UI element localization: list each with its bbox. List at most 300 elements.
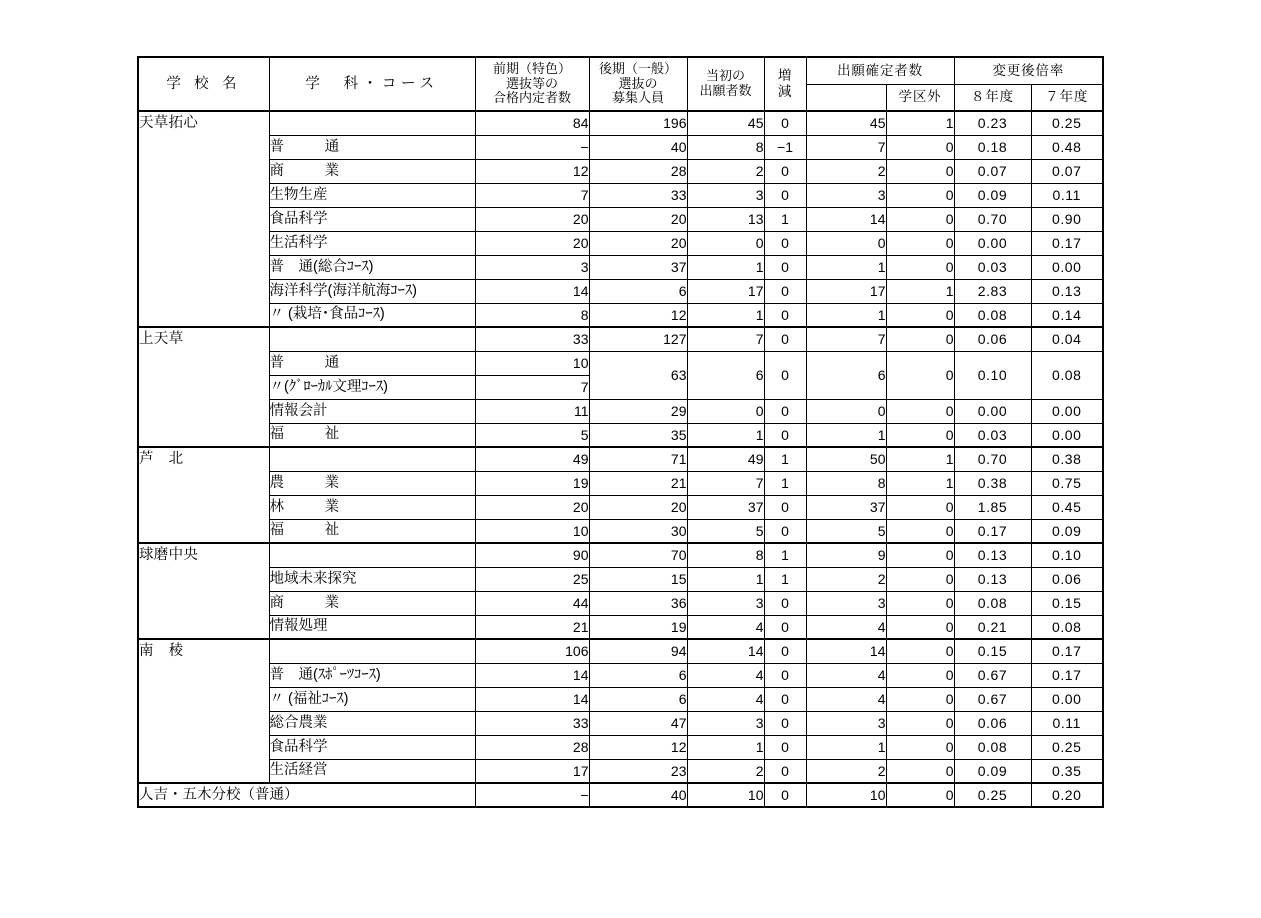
- y8-value: 0.67: [954, 663, 1031, 687]
- tousho-value: 13: [687, 207, 764, 231]
- kouki-value: 36: [589, 591, 687, 615]
- y7-value: 0.48: [1031, 135, 1103, 159]
- y8-value: 0.07: [954, 159, 1031, 183]
- table-row: [138, 207, 1103, 231]
- table-row: [138, 447, 1103, 471]
- gakkugai-value: 0: [886, 567, 954, 591]
- y7-value: 0.14: [1031, 303, 1103, 327]
- header-kakutei-total: [806, 84, 886, 111]
- kakutei-value: 2: [806, 567, 886, 591]
- tousho-value: 7: [687, 327, 764, 351]
- course-name-cell: 〃 (栽培･食品ｺｰｽ): [269, 303, 475, 327]
- tousho-value: 1: [687, 735, 764, 759]
- zougen-value: 0: [764, 351, 806, 399]
- table-row: [138, 711, 1103, 735]
- y8-value: 0.13: [954, 567, 1031, 591]
- y7-value: 0.00: [1031, 255, 1103, 279]
- header-kakutei-label: 出願確定者数: [837, 62, 923, 78]
- tousho-value: 14: [687, 639, 764, 663]
- zenki-value: 84: [475, 111, 589, 135]
- y7-value: 0.17: [1031, 639, 1103, 663]
- table-row: [138, 543, 1103, 567]
- y8-value: 0.03: [954, 255, 1031, 279]
- gakkugai-value: 0: [886, 183, 954, 207]
- y7-value: 0.17: [1031, 663, 1103, 687]
- zenki-value: 11: [475, 399, 589, 423]
- header-kouki: [589, 57, 687, 111]
- gakkugai-value: 0: [886, 591, 954, 615]
- tousho-value: 3: [687, 711, 764, 735]
- y7-value: 0.13: [1031, 279, 1103, 303]
- y8-value: 0.10: [954, 351, 1031, 399]
- gakkugai-value: 1: [886, 111, 954, 135]
- zougen-value: 0: [764, 327, 806, 351]
- zenki-value: 5: [475, 423, 589, 447]
- table-row: [138, 639, 1103, 663]
- table-row: [138, 615, 1103, 639]
- zougen-value: 1: [764, 207, 806, 231]
- course-name-cell: 食品科学: [269, 207, 475, 231]
- header-year8-label: ８年度: [971, 89, 1014, 105]
- course-name-cell: 普 通(ｽﾎﾟｰﾂｺｰｽ): [269, 663, 475, 687]
- zenki-value: 7: [475, 375, 589, 399]
- course-name-cell: 生物生産: [269, 183, 475, 207]
- gakkugai-value: 0: [886, 663, 954, 687]
- school-name-cell: 人吉・五木分校（普通）: [138, 783, 475, 807]
- kouki-value: 40: [589, 783, 687, 807]
- kouki-value: 47: [589, 711, 687, 735]
- course-name-cell: [269, 327, 475, 351]
- course-label: 福 祉: [269, 522, 353, 539]
- gakkugai-value: 0: [886, 207, 954, 231]
- gakkugai-value: 0: [886, 231, 954, 255]
- course-name-cell: [269, 351, 475, 375]
- header-zougen: [764, 57, 806, 111]
- header-gakkugai: [886, 84, 954, 111]
- y7-value: 0.11: [1031, 711, 1103, 735]
- course-label: 普 通: [269, 138, 353, 155]
- course-label: 農 業: [269, 474, 353, 491]
- table-row: [138, 111, 1103, 135]
- kakutei-value: 4: [806, 687, 886, 711]
- kakutei-value: 3: [806, 711, 886, 735]
- kakutei-value: 3: [806, 591, 886, 615]
- y7-value: 0.08: [1031, 351, 1103, 399]
- y7-value: 0.11: [1031, 183, 1103, 207]
- kakutei-value: 5: [806, 519, 886, 543]
- zougen-value: 0: [764, 663, 806, 687]
- header-tousho: [687, 57, 764, 111]
- y7-value: 0.35: [1031, 759, 1103, 783]
- zougen-value: 0: [764, 591, 806, 615]
- gakkugai-value: 0: [886, 423, 954, 447]
- y8-value: 0.70: [954, 447, 1031, 471]
- kouki-value: 20: [589, 231, 687, 255]
- course-name-cell: 生活経営: [269, 759, 475, 783]
- header-zougen-label: 増 減: [777, 68, 807, 99]
- course-name-cell: 食品科学: [269, 735, 475, 759]
- school-name-cell: 天草拓心: [138, 111, 269, 327]
- table-header: [138, 57, 1103, 111]
- kakutei-value: 10: [806, 783, 886, 807]
- kouki-value: 28: [589, 159, 687, 183]
- course-label: 商 業: [269, 162, 353, 179]
- header-kouki-line2: 選抜の: [618, 75, 658, 91]
- course-name-cell: 情報会計: [269, 399, 475, 423]
- zenki-value: 14: [475, 687, 589, 711]
- zougen-value: 1: [764, 447, 806, 471]
- zenki-value: 20: [475, 207, 589, 231]
- course-label: 林 業: [269, 498, 353, 515]
- gakkugai-value: 0: [886, 735, 954, 759]
- zougen-value: 0: [764, 231, 806, 255]
- y8-value: 0.15: [954, 639, 1031, 663]
- y7-value: 0.07: [1031, 159, 1103, 183]
- kakutei-value: 14: [806, 639, 886, 663]
- zenki-value: 25: [475, 567, 589, 591]
- gakkugai-value: 0: [886, 519, 954, 543]
- tousho-value: 2: [687, 159, 764, 183]
- course-name-cell: [269, 519, 475, 543]
- gakkugai-value: 0: [886, 255, 954, 279]
- kouki-value: 19: [589, 615, 687, 639]
- admissions-table: [137, 56, 1104, 808]
- header-kouki-line1: 後期（一般）: [598, 60, 677, 76]
- school-name-cell: 芦 北: [138, 447, 269, 543]
- zougen-value: 0: [764, 759, 806, 783]
- tousho-value: 10: [687, 783, 764, 807]
- kakutei-value: 17: [806, 279, 886, 303]
- kakutei-value: 3: [806, 183, 886, 207]
- zougen-value: 0: [764, 399, 806, 423]
- zougen-value: 0: [764, 687, 806, 711]
- kouki-value: 6: [589, 663, 687, 687]
- course-name-cell: 生活科学: [269, 231, 475, 255]
- kouki-value: 35: [589, 423, 687, 447]
- y7-value: 0.20: [1031, 783, 1103, 807]
- table-row: [138, 351, 1103, 375]
- table-row: [138, 567, 1103, 591]
- course-name-cell: 海洋科学(海洋航海ｺｰｽ): [269, 279, 475, 303]
- table-body: [138, 111, 1103, 807]
- kouki-value: 40: [589, 135, 687, 159]
- y7-value: 0.75: [1031, 471, 1103, 495]
- header-course-label: 学 科・コース: [305, 75, 439, 92]
- kouki-value: 71: [589, 447, 687, 471]
- course-name-cell: 情報処理: [269, 615, 475, 639]
- kakutei-value: 8: [806, 471, 886, 495]
- zenki-value: 20: [475, 495, 589, 519]
- zougen-value: 0: [764, 615, 806, 639]
- course-label: 福 祉: [269, 426, 353, 443]
- kouki-value: 6: [589, 279, 687, 303]
- tousho-value: 7: [687, 471, 764, 495]
- y8-value: 0.13: [954, 543, 1031, 567]
- kouki-value: 196: [589, 111, 687, 135]
- tousho-value: 5: [687, 519, 764, 543]
- gakkugai-value: 0: [886, 783, 954, 807]
- tousho-value: 4: [687, 663, 764, 687]
- tousho-value: 8: [687, 543, 764, 567]
- table-row: [138, 159, 1103, 183]
- kouki-value: 20: [589, 495, 687, 519]
- header-row-1: [138, 57, 1103, 84]
- tousho-value: 4: [687, 687, 764, 711]
- course-name-cell: 総合農業: [269, 711, 475, 735]
- tousho-value: 1: [687, 423, 764, 447]
- header-kouki-line3: 募集人員: [611, 90, 664, 106]
- gakkugai-value: 0: [886, 159, 954, 183]
- y7-value: 0.25: [1031, 111, 1103, 135]
- kakutei-value: 1: [806, 255, 886, 279]
- header-zenki-line2: 選抜等の: [505, 75, 558, 91]
- table-row: [138, 687, 1103, 711]
- kouki-value: 15: [589, 567, 687, 591]
- zougen-value: 0: [764, 735, 806, 759]
- y7-value: 0.15: [1031, 591, 1103, 615]
- zenki-value: −: [475, 135, 589, 159]
- header-zenki-line3: 合格内定者数: [492, 90, 571, 106]
- zougen-value: −1: [764, 135, 806, 159]
- table-row: [138, 303, 1103, 327]
- y8-value: 0.23: [954, 111, 1031, 135]
- kouki-value: 29: [589, 399, 687, 423]
- kakutei-value: 0: [806, 231, 886, 255]
- y7-value: 0.38: [1031, 447, 1103, 471]
- table-row: [138, 399, 1103, 423]
- kakutei-value: 2: [806, 759, 886, 783]
- header-zenki-line1: 前期（特色）: [492, 60, 571, 76]
- tousho-value: 3: [687, 591, 764, 615]
- course-name-cell: [269, 639, 475, 663]
- gakkugai-value: 0: [886, 615, 954, 639]
- y8-value: 0.67: [954, 687, 1031, 711]
- y8-value: 0.17: [954, 519, 1031, 543]
- table-row: [138, 135, 1103, 159]
- kouki-value: 30: [589, 519, 687, 543]
- course-label: 商 業: [269, 594, 353, 611]
- header-school: [138, 57, 269, 111]
- kakutei-value: 7: [806, 327, 886, 351]
- y7-value: 0.90: [1031, 207, 1103, 231]
- zenki-value: 12: [475, 159, 589, 183]
- zenki-value: 28: [475, 735, 589, 759]
- y8-value: 2.83: [954, 279, 1031, 303]
- table-row: [138, 183, 1103, 207]
- kakutei-value: 0: [806, 399, 886, 423]
- tousho-value: 0: [687, 231, 764, 255]
- y8-value: 1.85: [954, 495, 1031, 519]
- header-course: [269, 57, 475, 111]
- course-name-cell: [269, 111, 475, 135]
- table-row: [138, 255, 1103, 279]
- y8-value: 0.38: [954, 471, 1031, 495]
- y7-value: 0.25: [1031, 735, 1103, 759]
- kakutei-value: 4: [806, 663, 886, 687]
- zougen-value: 1: [764, 543, 806, 567]
- table-row: [138, 759, 1103, 783]
- y7-value: 0.08: [1031, 615, 1103, 639]
- zougen-value: 0: [764, 495, 806, 519]
- kakutei-value: 45: [806, 111, 886, 135]
- header-year8: [954, 84, 1031, 111]
- gakkugai-value: 0: [886, 543, 954, 567]
- header-zenki: [475, 57, 589, 111]
- y7-value: 0.17: [1031, 231, 1103, 255]
- course-label: 普 通: [269, 354, 353, 371]
- zougen-value: 0: [764, 279, 806, 303]
- zenki-value: 8: [475, 303, 589, 327]
- y7-value: 0.00: [1031, 423, 1103, 447]
- header-school-label: 学 校 名: [166, 75, 242, 92]
- header-gakkugai-label: 学区外: [898, 89, 942, 105]
- gakkugai-value: 1: [886, 447, 954, 471]
- zenki-value: 106: [475, 639, 589, 663]
- zenki-value: 33: [475, 327, 589, 351]
- table-row: [138, 495, 1103, 519]
- header-hensou-group: [954, 57, 1103, 84]
- gakkugai-value: 0: [886, 351, 954, 399]
- zenki-value: 33: [475, 711, 589, 735]
- table-row: [138, 735, 1103, 759]
- course-name-cell: 地域未来探究: [269, 567, 475, 591]
- zenki-value: 3: [475, 255, 589, 279]
- zougen-value: 1: [764, 471, 806, 495]
- header-hensou-label: 変更後倍率: [992, 62, 1065, 78]
- y7-value: 0.00: [1031, 399, 1103, 423]
- zougen-value: 0: [764, 111, 806, 135]
- y8-value: 0.09: [954, 183, 1031, 207]
- school-name-cell: 南 稜: [138, 639, 269, 783]
- y7-value: 0.00: [1031, 687, 1103, 711]
- zougen-value: 0: [764, 783, 806, 807]
- course-name-cell: [269, 591, 475, 615]
- header-year7-label: ７年度: [1045, 89, 1089, 105]
- gakkugai-value: 0: [886, 135, 954, 159]
- table-row: [138, 663, 1103, 687]
- zougen-value: 0: [764, 159, 806, 183]
- zenki-value: 14: [475, 663, 589, 687]
- y8-value: 0.03: [954, 423, 1031, 447]
- kakutei-value: 9: [806, 543, 886, 567]
- y7-value: 0.06: [1031, 567, 1103, 591]
- tousho-value: 49: [687, 447, 764, 471]
- gakkugai-value: 0: [886, 303, 954, 327]
- gakkugai-value: 0: [886, 495, 954, 519]
- gakkugai-value: 0: [886, 687, 954, 711]
- header-tousho-line1: 当初の: [705, 68, 745, 84]
- kakutei-value: 6: [806, 351, 886, 399]
- header-tousho-line2: 出願者数: [699, 83, 752, 98]
- kouki-value: 21: [589, 471, 687, 495]
- zenki-value: 44: [475, 591, 589, 615]
- zougen-value: 0: [764, 639, 806, 663]
- gakkugai-value: 0: [886, 639, 954, 663]
- y8-value: 0.06: [954, 327, 1031, 351]
- kakutei-value: 4: [806, 615, 886, 639]
- kouki-value: 127: [589, 327, 687, 351]
- gakkugai-value: 0: [886, 327, 954, 351]
- gakkugai-value: 0: [886, 711, 954, 735]
- kakutei-value: 50: [806, 447, 886, 471]
- zenki-value: 19: [475, 471, 589, 495]
- zougen-value: 0: [764, 711, 806, 735]
- gakkugai-value: 0: [886, 759, 954, 783]
- y8-value: 0.08: [954, 591, 1031, 615]
- tousho-value: 3: [687, 183, 764, 207]
- y8-value: 0.06: [954, 711, 1031, 735]
- table-row: [138, 279, 1103, 303]
- zougen-value: 1: [764, 567, 806, 591]
- zougen-value: 0: [764, 303, 806, 327]
- table-row: [138, 519, 1103, 543]
- y8-value: 0.08: [954, 735, 1031, 759]
- kouki-value: 37: [589, 255, 687, 279]
- table-row: [138, 783, 1103, 807]
- tousho-value: 1: [687, 303, 764, 327]
- y8-value: 0.25: [954, 783, 1031, 807]
- zenki-value: 21: [475, 615, 589, 639]
- zougen-value: 0: [764, 183, 806, 207]
- y8-value: 0.09: [954, 759, 1031, 783]
- course-name-cell: [269, 159, 475, 183]
- kouki-value: 23: [589, 759, 687, 783]
- school-name-cell: 球磨中央: [138, 543, 269, 639]
- tousho-value: 6: [687, 351, 764, 399]
- y8-value: 0.08: [954, 303, 1031, 327]
- zenki-value: 14: [475, 279, 589, 303]
- gakkugai-value: 1: [886, 279, 954, 303]
- header-kakutei-group: [806, 57, 954, 84]
- kakutei-value: 1: [806, 303, 886, 327]
- header-year7: [1031, 84, 1103, 111]
- y7-value: 0.10: [1031, 543, 1103, 567]
- zougen-value: 0: [764, 519, 806, 543]
- table-row: [138, 327, 1103, 351]
- kakutei-value: 37: [806, 495, 886, 519]
- tousho-value: 1: [687, 567, 764, 591]
- tousho-value: 8: [687, 135, 764, 159]
- course-name-cell: [269, 135, 475, 159]
- y8-value: 0.21: [954, 615, 1031, 639]
- kakutei-value: 1: [806, 423, 886, 447]
- gakkugai-value: 0: [886, 399, 954, 423]
- course-name-cell: 普 通(総合ｺｰｽ): [269, 255, 475, 279]
- table-row: [138, 471, 1103, 495]
- school-name-cell: 上天草: [138, 327, 269, 447]
- y7-value: 0.45: [1031, 495, 1103, 519]
- kakutei-value: 1: [806, 735, 886, 759]
- course-name-cell: [269, 423, 475, 447]
- zougen-value: 0: [764, 255, 806, 279]
- kouki-value: 70: [589, 543, 687, 567]
- course-name-cell: [269, 447, 475, 471]
- zenki-value: 7: [475, 183, 589, 207]
- kouki-value: 33: [589, 183, 687, 207]
- y7-value: 0.09: [1031, 519, 1103, 543]
- zenki-value: 49: [475, 447, 589, 471]
- kouki-value: 94: [589, 639, 687, 663]
- kouki-value: 12: [589, 735, 687, 759]
- zenki-value: 20: [475, 231, 589, 255]
- y8-value: 0.18: [954, 135, 1031, 159]
- course-name-cell: 〃(ｸﾞﾛｰｶﾙ文理ｺｰｽ): [269, 375, 475, 399]
- tousho-value: 1: [687, 255, 764, 279]
- zougen-value: 0: [764, 423, 806, 447]
- zenki-value: 10: [475, 519, 589, 543]
- tousho-value: 2: [687, 759, 764, 783]
- kakutei-value: 14: [806, 207, 886, 231]
